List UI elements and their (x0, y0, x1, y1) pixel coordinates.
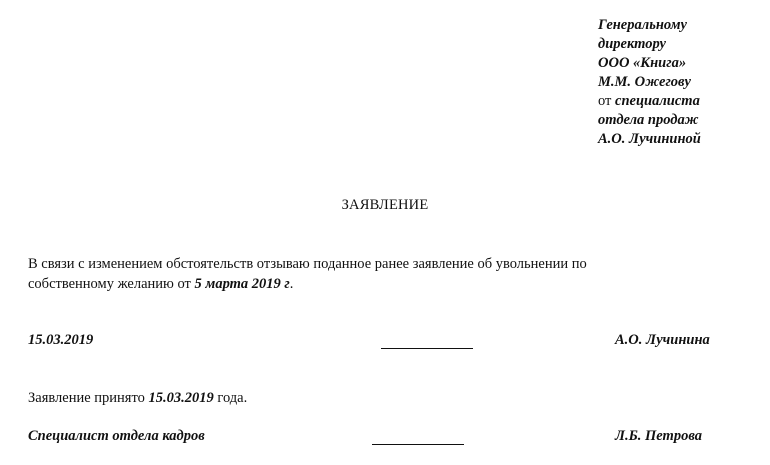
addressee-line-4: М.М. Ожегову (598, 74, 691, 90)
signature-date: 15.03.2019 (28, 332, 94, 348)
addressee-line-2: директору (598, 36, 666, 52)
statement-body (28, 254, 728, 294)
body-line-2-suffix: . (289, 276, 294, 292)
acceptance-line (28, 390, 247, 407)
hr-position: Специалист отдела кадров (28, 428, 205, 444)
applicant-name: А.О. Лучинина (615, 332, 710, 348)
hr-name: Л.Б. Петрова (615, 428, 702, 444)
acceptance-prefix: Заявление принято (28, 390, 149, 406)
addressee-line-5 (598, 92, 701, 111)
addressee-line-5-prefix: от (598, 93, 616, 109)
addressee-line-6: отдела продаж (598, 112, 699, 128)
body-line-2 (28, 274, 728, 294)
hr-signature-line (372, 444, 464, 445)
acceptance-suffix: года. (213, 390, 248, 406)
acceptance-date: 15.03.2019 (148, 390, 214, 406)
body-line-2-date: 5 марта 2019 г (194, 276, 290, 292)
addressee-line-7: А.О. Лучининой (598, 131, 701, 147)
addressee-line-1: Генеральному (598, 17, 687, 33)
addressee-block (598, 16, 701, 149)
addressee-line-5-rest: специалиста (615, 93, 700, 109)
body-line-2-prefix: собственному желанию от (28, 276, 195, 292)
addressee-line-3: ООО «Книга» (598, 55, 687, 71)
body-line-1: В связи с изменением обстоятельств отзываю поданное ранее заявление об увольнении по (28, 256, 587, 272)
applicant-signature-line (381, 348, 473, 349)
document-title: ЗАЯВЛЕНИЕ (341, 197, 429, 213)
